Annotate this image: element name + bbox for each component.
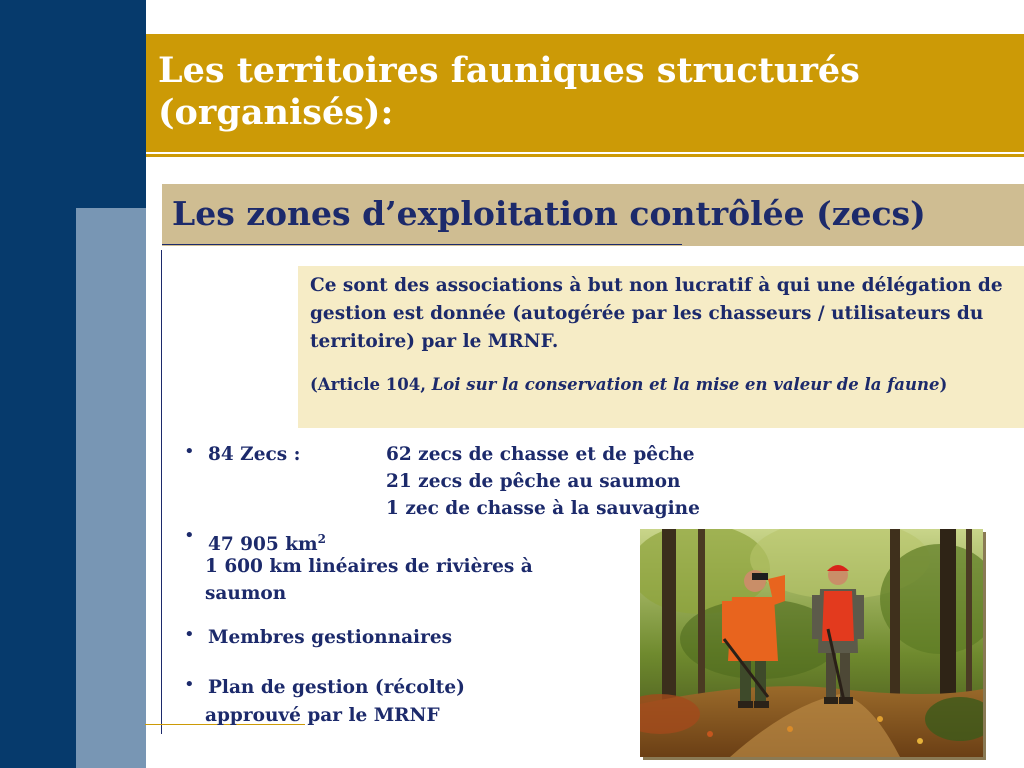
reference-law-title: Loi sur la conservation et la mise en valeur de la faune xyxy=(431,375,940,394)
area-number: 47 905 km xyxy=(208,534,318,556)
plan-text: approuvé par le MRNF xyxy=(205,705,440,726)
forest-scene-illustration xyxy=(640,529,983,757)
bullet-icon: • xyxy=(184,525,195,546)
rivers-text: 1 600 km linéaires de rivières à xyxy=(205,556,533,577)
zecs-item: 21 zecs de pêche au saumon xyxy=(386,471,681,492)
zecs-item: 1 zec de chasse à la sauvagine xyxy=(386,498,700,519)
bullet-icon: • xyxy=(184,624,195,645)
subtitle: Les zones d’exploitation contrôlée (zecs) xyxy=(172,194,926,233)
subtitle-underline xyxy=(162,244,682,245)
definition-reference xyxy=(310,374,1016,396)
definition-text: Ce sont des associations à but non lucratif à qui une délégation de gestion est donnée (autogérée par les chasseurs / utilisateurs du territoire) par le MRNF. xyxy=(310,275,1003,352)
plan-text: Plan de gestion (récolte) xyxy=(208,677,465,698)
rivers-text: saumon xyxy=(205,583,287,604)
zecs-label: 84 Zecs : xyxy=(208,444,301,465)
hunters-forest-photo xyxy=(640,529,983,757)
bullet-icon: • xyxy=(184,674,195,695)
reference-open: (Article 104, xyxy=(310,375,432,394)
area-exponent: 2 xyxy=(317,532,326,546)
members-text: Membres gestionnaires xyxy=(208,627,453,648)
page-title: Les territoires fauniques structurés (organisés): xyxy=(158,50,860,133)
steel-side-bar xyxy=(76,208,146,768)
reference-close: ) xyxy=(939,375,948,394)
title-rule xyxy=(146,154,1024,157)
zecs-item: 62 zecs de chasse et de pêche xyxy=(386,444,695,465)
bullet-icon: • xyxy=(184,441,195,462)
content-frame-left xyxy=(161,250,162,734)
